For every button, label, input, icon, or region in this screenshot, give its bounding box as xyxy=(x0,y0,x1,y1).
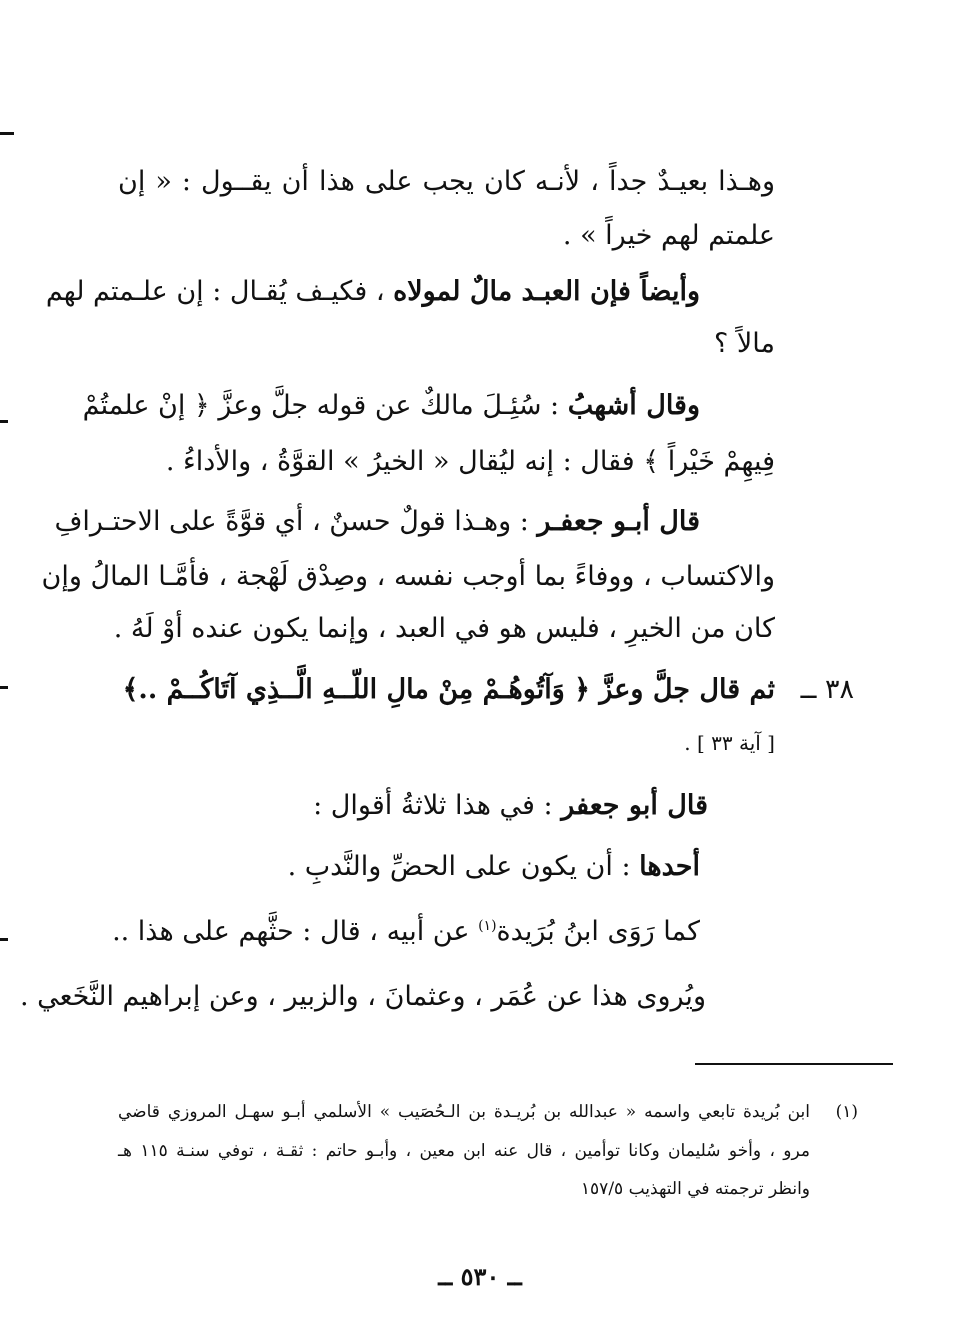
paragraph-4-text: : وهـذا قولٌ حسنٌ ، أي قوَّةً على الاحتـرافِ xyxy=(54,506,538,537)
paragraph-3-line-2: فِيهِمْ خَيْراً ﴾ فقال : إنه ليُقال « الخيرُ » القوَّةُ ، والأداءُ . xyxy=(165,446,775,477)
paragraph-2-text: ، فكيـف يُقـال : إن علـمتم لهم xyxy=(45,276,394,307)
paragraph-2-line-1 xyxy=(45,276,700,307)
first-opinion-bold: أحدها xyxy=(639,851,700,882)
commentary-intro-text: : في هذا ثلاثةُ أقوال : xyxy=(313,790,562,821)
footnote-line-1: ابن بُريدة تابعي واسمه « عبدالله بن بُريـدة بن الـحُصَيب » الأسلمي أبـو سهـل المروزي قاضي xyxy=(118,1102,810,1122)
margin-mark xyxy=(0,420,8,423)
paragraph-3-bold-lead: وقال أشهبُ xyxy=(567,390,700,421)
paragraph-4-bold-lead: قال أبـو جعفـر xyxy=(537,506,700,537)
paragraph-1-line-2: علمتم لهم خيراً » . xyxy=(562,220,775,251)
paragraph-4-line-3: كان من الخيرِ ، فليس هو في العبد ، وإنما يكون عنده أوْ لَهُ . xyxy=(113,613,775,644)
first-opinion-text: : أن يكون على الحضِّ والنَّدبِ . xyxy=(287,851,640,882)
footnote-line-2: مرو ، وأخو سُليمان وكانا توأمين ، قال عنه ابن معين ، وأبـو حاتم : ثقـة ، توفي سنـة ١١٥ هـ xyxy=(118,1141,810,1161)
margin-mark xyxy=(0,686,8,689)
commentary-also-narrated: ويُروى هذا عن عُمَر ، وعثمانَ ، والزبير ، وعن إبراهيم النَّخَعي . xyxy=(19,981,706,1012)
footnote-marker: (١) xyxy=(835,1102,858,1122)
footnote-line-3: وانظر ترجمته في التهذيب ١٥٧/٥ xyxy=(580,1179,810,1199)
paragraph-4-line-2: والاكتساب ، ووفاءً بما أوجب نفسه ، وصِدْق لَهْجة ، فأمَّـا المالُ وإن xyxy=(41,561,775,592)
paragraph-3-text: : سُئِـلَ مالكٌ عن قوله جلَّ وعزَّ ﴿ إنْ علمتُمْ xyxy=(82,390,568,421)
verse-reference: [ آية ٣٣ ] . xyxy=(684,731,775,755)
narration-text: كما رَوَى ابنُ بُرَيدة xyxy=(496,916,700,947)
commentary-intro xyxy=(313,792,708,819)
paragraph-4-line-1 xyxy=(54,506,700,537)
page-number: ــ ٥٣٠ ــ xyxy=(438,1262,522,1291)
margin-mark xyxy=(0,132,14,135)
paragraph-2-line-2: مالاً ؟ xyxy=(713,328,775,359)
commentary-intro-bold: قال أبو جعفر xyxy=(561,790,708,821)
margin-mark xyxy=(0,938,8,941)
verse-number: ٣٨ ــ xyxy=(800,674,854,705)
commentary-first-opinion xyxy=(288,853,700,880)
footnote-separator xyxy=(695,1063,893,1065)
verse-heading: ثم قال جلَّ وعزَّ ﴿ وَآتُوهُـمْ مِنْ مالِ اللّــهِ الَّــذِي آتَاكُــمْ ..﴾ xyxy=(122,674,775,705)
footnote-reference[interactable]: (١) xyxy=(478,918,497,934)
paragraph-1-line-1: وهـذا بعيـدٌ جداً ، لأنـه كان يجب على هذا أن يقــول : « إن xyxy=(118,166,775,197)
commentary-narration xyxy=(112,918,700,945)
paragraph-3-line-1 xyxy=(82,390,700,421)
paragraph-2-bold-lead: وأيضاً فإن العبـد مالٌ لمولاه xyxy=(393,276,700,307)
narration-text-cont: عن أبيه ، قال : حثَّهم على هذا .. xyxy=(112,916,479,947)
